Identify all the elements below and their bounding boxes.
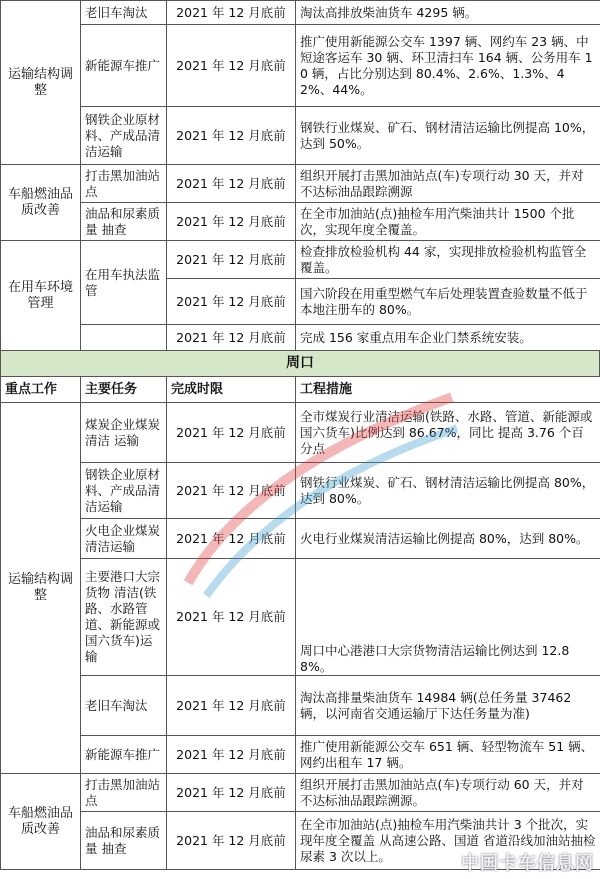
task-cell: 油品和尿素质量 抽查 <box>81 812 167 870</box>
deadline-cell: 2021 年 12 月底前 <box>167 107 296 165</box>
measure-cell: 周口中心港港口大宗货物清洁运输比例达到 12.88%。 <box>296 559 600 676</box>
section-title-bar: 周口 <box>0 350 600 377</box>
task-cell: 钢铁企业原材料、产成品清洁运输 <box>81 463 167 519</box>
measure-cell: 全市煤炭行业清洁运输(铁路、水路、管道、新能源或国六货车)比例达到 86.67%，同比 提高 3.76 个百分点 <box>296 403 600 463</box>
deadline-cell: 2021 年 12 月底前 <box>167 774 296 812</box>
table-row <box>1 736 600 774</box>
deadline-cell: 2021 年 12 月底前 <box>167 736 296 774</box>
table-row <box>1 107 600 165</box>
header-deadline: 完成时限 <box>167 377 296 403</box>
task-cell: 火电企业煤炭清洁运输 <box>81 519 167 559</box>
task-cell <box>81 325 167 351</box>
header-work: 重点工作 <box>1 377 81 403</box>
task-cell: 新能源车推广 <box>81 736 167 774</box>
measure-cell: 钢铁行业煤炭、矿石、钢材清洁运输比例提高 10%，达到 50%。 <box>296 107 600 165</box>
measure-cell: 推广使用新能源公交车 1397 辆、网约车 23 辆、中短途客运车 30 辆、环卫清扫车 164 辆、公务用车 10 辆，占比分别达到 80.4%、2.6%、1.3%、42%、44%。 <box>296 25 600 107</box>
measure-cell: 在全市加油站(点)抽检车用汽柴油共计 1500 个批次，实现年度全覆盖。 <box>296 203 600 241</box>
task-cell: 钢铁企业原材料、产成品清洁运输 <box>81 107 167 165</box>
task-cell: 老旧车淘汰 <box>81 1 167 25</box>
deadline-cell: 2021 年 12 月底前 <box>167 279 296 325</box>
measure-cell: 在全市加油站(点)抽检车用汽柴油共计 3 个批次，实现年度全覆盖 从高速公路、国道 省道沿线加油站抽检尿素 3 次以上。 <box>296 812 600 870</box>
header-measure: 工程措施 <box>296 377 600 403</box>
table-row <box>1 519 600 559</box>
measure-cell: 组织开展打击黑加油站点(车)专项行动 60 天，并对不达标油品跟踪溯源。 <box>296 774 600 812</box>
table-row <box>1 403 600 463</box>
deadline-cell: 2021 年 12 月底前 <box>167 325 296 351</box>
deadline-cell: 2021 年 12 月底前 <box>167 203 296 241</box>
task-cell: 老旧车淘汰 <box>81 676 167 736</box>
table-row <box>1 241 600 279</box>
task-cell: 主要港口大宗货物 清洁(铁路、水路管道、新能源或国六货车)运输 <box>81 559 167 676</box>
table-row <box>1 25 600 107</box>
work-cell: 运输结构调整 <box>1 1 81 165</box>
measure-cell: 检查排放检验机构 44 家，实现排放检验机构监管全覆盖。 <box>296 241 600 279</box>
measure-cell: 国六阶段在用重型燃气车后处理装置查验数量不低于本地注册车的 80%。 <box>296 279 600 325</box>
task-cell: 打击黑加油站点 <box>81 165 167 203</box>
header-task: 主要任务 <box>81 377 167 403</box>
task-cell: 油品和尿素质量 抽查 <box>81 203 167 241</box>
table-row <box>1 463 600 519</box>
measure-cell: 淘汰高排放柴油货车 4295 辆。 <box>296 1 600 25</box>
work-cell: 运输结构调整 <box>1 403 81 774</box>
measure-cell: 淘汰高排量柴油货车 14984 辆(总任务量 37462 辆，以河南省交通运输厅下达任务量为准) <box>296 676 600 736</box>
table-row <box>1 559 600 676</box>
deadline-cell: 2021 年 12 月底前 <box>167 403 296 463</box>
task-cell: 在用车执法监管 <box>81 241 167 325</box>
table-row <box>1 1 600 25</box>
measure-cell: 火电行业煤炭清洁运输比例提高 80%，达到 80%。 <box>296 519 600 559</box>
table-row <box>1 774 600 812</box>
task-cell: 煤炭企业煤炭清洁 运输 <box>81 403 167 463</box>
deadline-cell: 2021 年 12 月底前 <box>167 559 296 676</box>
measure-cell: 钢铁行业煤炭、矿石、钢材清洁运输比例提高 80%，达到 80%。 <box>296 463 600 519</box>
measure-cell: 推广使用新能源公交车 651 辆、轻型物流车 51 辆、网约出租车 17 辆。 <box>296 736 600 774</box>
deadline-cell: 2021 年 12 月底前 <box>167 25 296 107</box>
work-cell: 车船燃油品质改善 <box>1 774 81 870</box>
task-cell: 打击黑加油站点 <box>81 774 167 812</box>
measure-cell: 完成 156 家重点用车企业门禁系统安装。 <box>296 325 600 351</box>
deadline-cell: 2021 年 12 月底前 <box>167 1 296 25</box>
top-measures-table <box>0 0 600 351</box>
table-row <box>1 203 600 241</box>
table-row <box>1 325 600 351</box>
watermark-text: 中国卡车信息网 <box>461 853 594 874</box>
deadline-cell: 2021 年 12 月底前 <box>167 463 296 519</box>
deadline-cell: 2021 年 12 月底前 <box>167 812 296 870</box>
table-row <box>1 676 600 736</box>
deadline-cell: 2021 年 12 月底前 <box>167 241 296 279</box>
zhoukou-measures-table <box>0 376 600 870</box>
work-cell: 车船燃油品质改善 <box>1 165 81 241</box>
deadline-cell: 2021 年 12 月底前 <box>167 676 296 736</box>
task-cell: 新能源车推广 <box>81 25 167 107</box>
deadline-cell: 2021 年 12 月底前 <box>167 165 296 203</box>
measure-cell: 组织开展打击黑加油站点(车)专项行动 30 天，并对不达标油品跟踪溯源 <box>296 165 600 203</box>
work-cell: 在用车环境管理 <box>1 241 81 351</box>
deadline-cell: 2021 年 12 月底前 <box>167 519 296 559</box>
table-row <box>1 165 600 203</box>
table-header-row <box>1 377 600 403</box>
